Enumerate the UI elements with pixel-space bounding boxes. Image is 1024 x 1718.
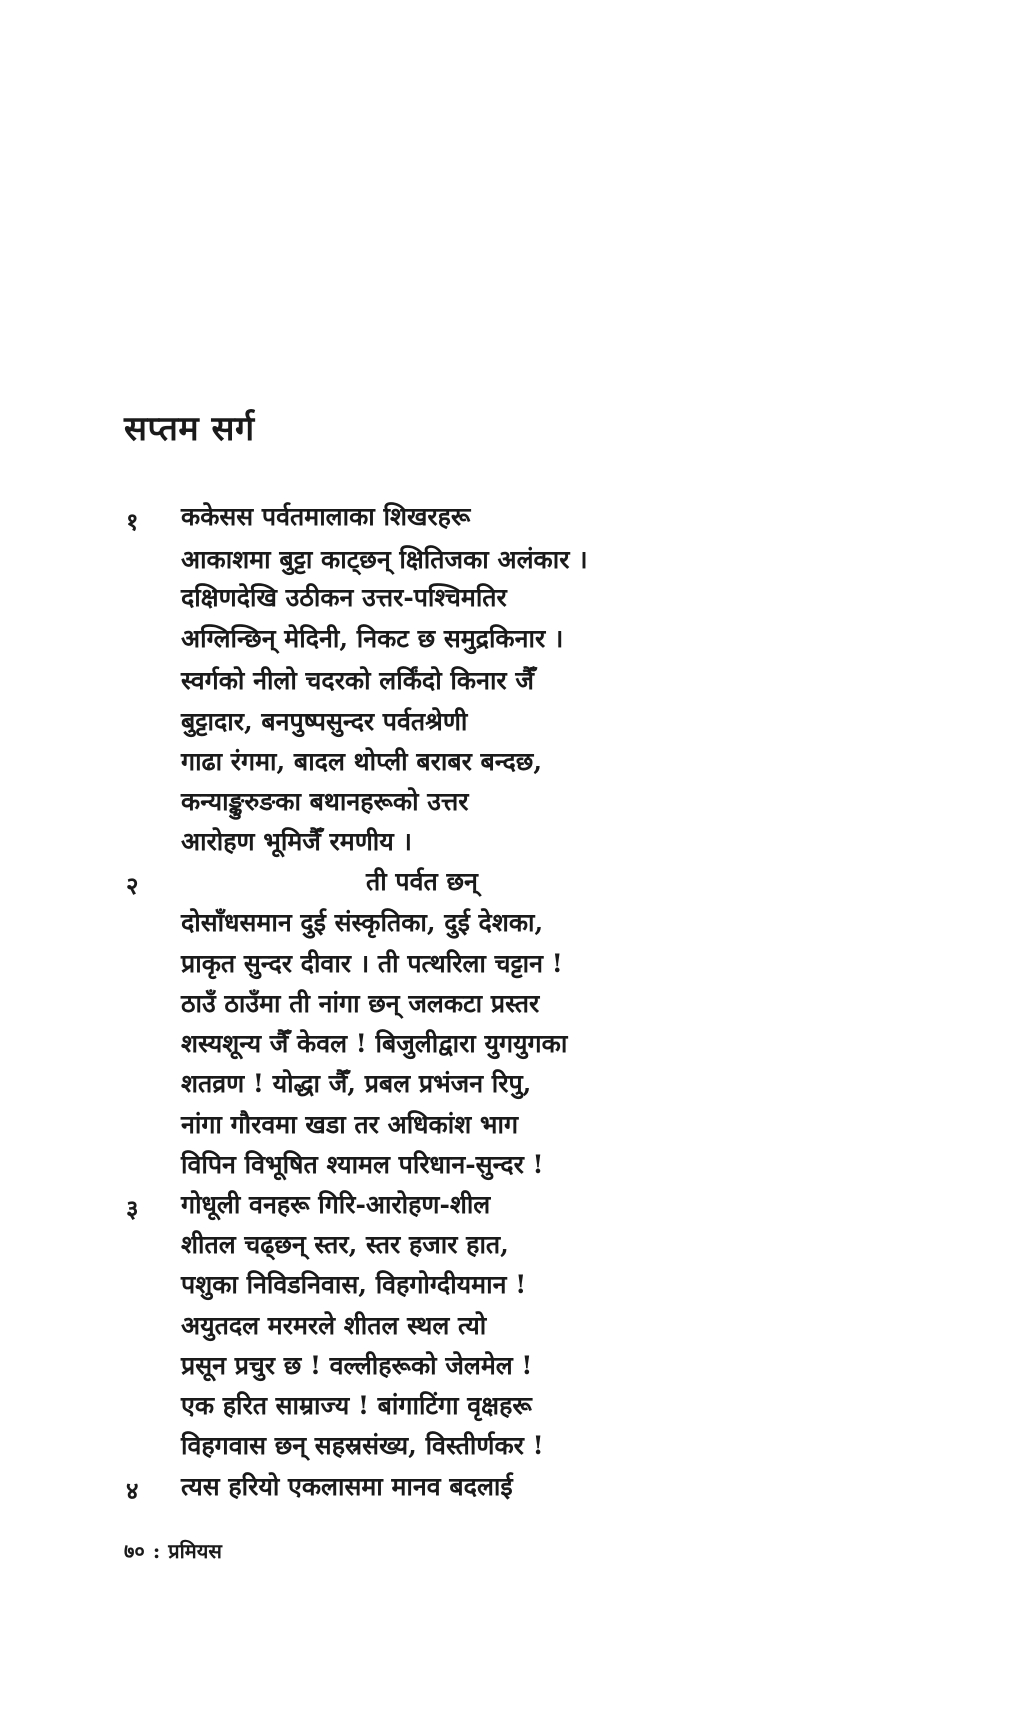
verse-line: विहगवास छन् सहस्रसंख्य, विस्तीर्णकर ! xyxy=(181,1431,544,1460)
chapter-title: सप्तम सर्ग xyxy=(124,409,255,449)
verse-line: पशुका निविडनिवास, विहगोग्दीयमान ! xyxy=(181,1270,527,1299)
page-number: ७० xyxy=(124,1539,145,1563)
verse-line: अग्लिन्छिन् मेदिनी, निकट छ समुद्रकिनार । xyxy=(181,624,564,653)
verse-line: शस्यशून्य जैँ केवल ! बिजुलीद्वारा युगयुगका xyxy=(181,1029,568,1058)
verse-line: गाढा रंगमा, बादल थोप्ली बराबर बन्दछ, xyxy=(181,747,543,776)
verse-line: कन्याङ्कुरुङका बथानहरूको उत्तर xyxy=(181,787,469,816)
verse-line: बुट्टादार, बनपुष्पसुन्दर पर्वतश्रेणी xyxy=(181,707,468,736)
verse-line: विपिन विभूषित श्यामल परिधान-सुन्दर ! xyxy=(181,1150,544,1179)
verse-line: प्राकृत सुन्दर दीवार । ती पत्थरिला चट्टान ! xyxy=(181,949,563,978)
page-footer xyxy=(124,1537,222,1564)
verse-line: प्रसून प्रचुर छ ! वल्लीहरूको जेलमेल ! xyxy=(181,1351,533,1380)
verse-line: त्यस हरियो एकलासमा मानव बदलाई xyxy=(181,1472,513,1501)
book-title: प्रमियस xyxy=(168,1539,222,1563)
verse-line: आकाशमा बुट्टा काट्छन् क्षितिजका अलंकार । xyxy=(181,545,588,574)
stanza-number-4: ४ xyxy=(126,1476,139,1505)
verse-line: ककेसस पर्वतमालाका शिखरहरू xyxy=(181,502,471,531)
verse-line: स्वर्गको नीलो चदरको लर्किंदो किनार जैँ xyxy=(181,666,534,695)
verse-line: शतव्रण ! योद्धा जैँ, प्रबल प्रभंजन रिपु, xyxy=(181,1069,532,1098)
verse-line: आरोहण भूमिजैँ रमणीय । xyxy=(181,827,412,856)
verse-line: ती पर्वत छन् xyxy=(366,867,478,896)
verse-line: नांगा गौरवमा खडा तर अधिकांश भाग xyxy=(181,1110,519,1139)
verse-line: ठाउँ ठाउँमा ती नांगा छन् जलकटा प्रस्तर xyxy=(181,989,540,1018)
verse-line: दक्षिणदेखि उठीकन उत्तर-पश्चिमतिर xyxy=(181,583,507,612)
footer-separator: : xyxy=(152,1539,161,1563)
stanza-number-2: २ xyxy=(126,871,139,900)
verse-line: दोसाँधसमान दुई संस्कृतिका, दुई देशका, xyxy=(181,908,544,937)
verse-line: अयुतदल मरमरले शीतल स्थल त्यो xyxy=(181,1311,487,1340)
stanza-number-1: १ xyxy=(126,507,139,536)
verse-line: शीतल चढ्छन् स्तर, स्तर हजार हात, xyxy=(181,1230,509,1259)
verse-line: एक हरित साम्राज्य ! बांगाटिंगा वृक्षहरू xyxy=(181,1391,532,1420)
stanza-number-3: ३ xyxy=(126,1194,139,1223)
verse-line: गोधूली वनहरू गिरि-आरोहण-शील xyxy=(181,1190,491,1219)
